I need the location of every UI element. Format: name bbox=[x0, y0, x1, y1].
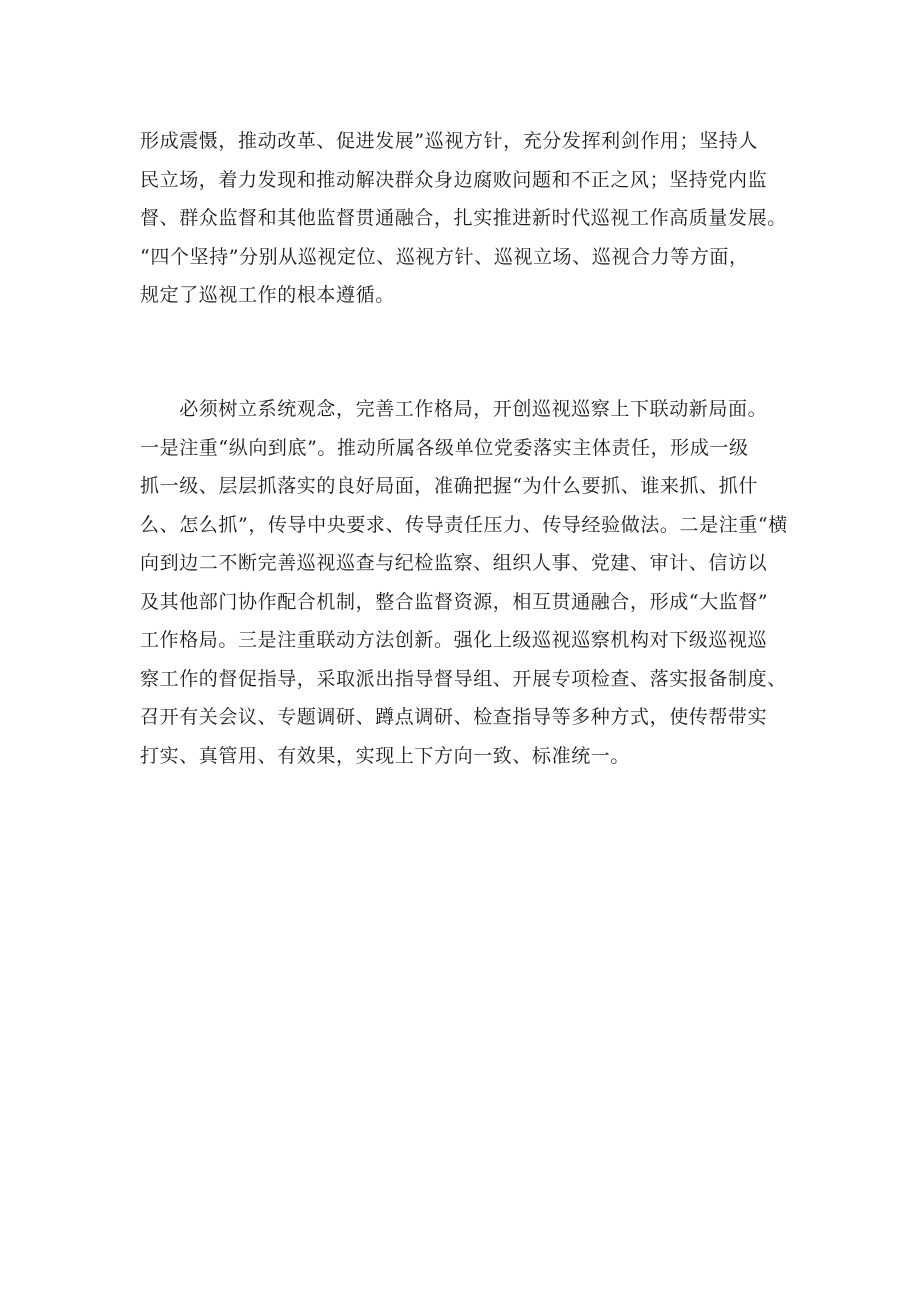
paragraph-line: 打实、真管用、有效果，实现上下方向一致、标准统一。 bbox=[140, 744, 631, 767]
paragraph-line: 规定了巡视工作的根本遵循。 bbox=[140, 284, 395, 306]
paragraph-line: 召开有关会议、专题调研、蹲点调研、检查指导等多种方式，使传帮带实 bbox=[140, 706, 768, 728]
paragraph-line: 么、怎么抓”，传导中央要求、传导责任压力、传导经验做法。二是注重“横 bbox=[140, 513, 788, 536]
paragraph-line: 及其他部门协作配合机制，整合监督资源，相互贯通融合，形成“大监督” bbox=[140, 590, 769, 613]
paragraph-line: 工作格局。三是注重联动方法创新。强化上级巡视巡察机构对下级巡视巡 bbox=[140, 629, 768, 651]
paragraph-1 bbox=[140, 122, 800, 315]
paragraph-line: 形成震慑，推动改革、促进发展”巡视方针，充分发挥利剑作用；坚持人 bbox=[140, 130, 758, 152]
paragraph-line: 民立场，着力发现和推动解决群众身边腐败问题和不正之风；坚持党内监 bbox=[140, 168, 768, 191]
paragraph-line: 向到边二不断完善巡视巡查与纪检监察、组织人事、党建、审计、信访以 bbox=[140, 552, 768, 574]
paragraph-line: 必须树立系统观念，完善工作格局，开创巡视巡察上下联动新局面。 bbox=[140, 398, 768, 420]
paragraph-line: 督、群众监督和其他监督贯通融合，扎实推进新时代巡视工作高质量发展。 bbox=[140, 207, 787, 229]
paragraph-line: 抓一级、层层抓落实的良好局面，准确把握“为什么要抓、谁来抓、抓什 bbox=[140, 475, 758, 497]
paragraph-line: 一是注重“纵向到底”。推动所属各级单位党委落实主体责任，形成一级 bbox=[140, 436, 749, 459]
paragraph-2 bbox=[140, 390, 800, 775]
paragraph-line: “四个坚持”分别从巡视定位、巡视方针、巡视立场、巡视合力等方面， bbox=[140, 245, 749, 268]
paragraph-line: 察工作的督促指导，采取派出指导督导组、开展专项检查、落实报备制度、 bbox=[140, 667, 787, 690]
